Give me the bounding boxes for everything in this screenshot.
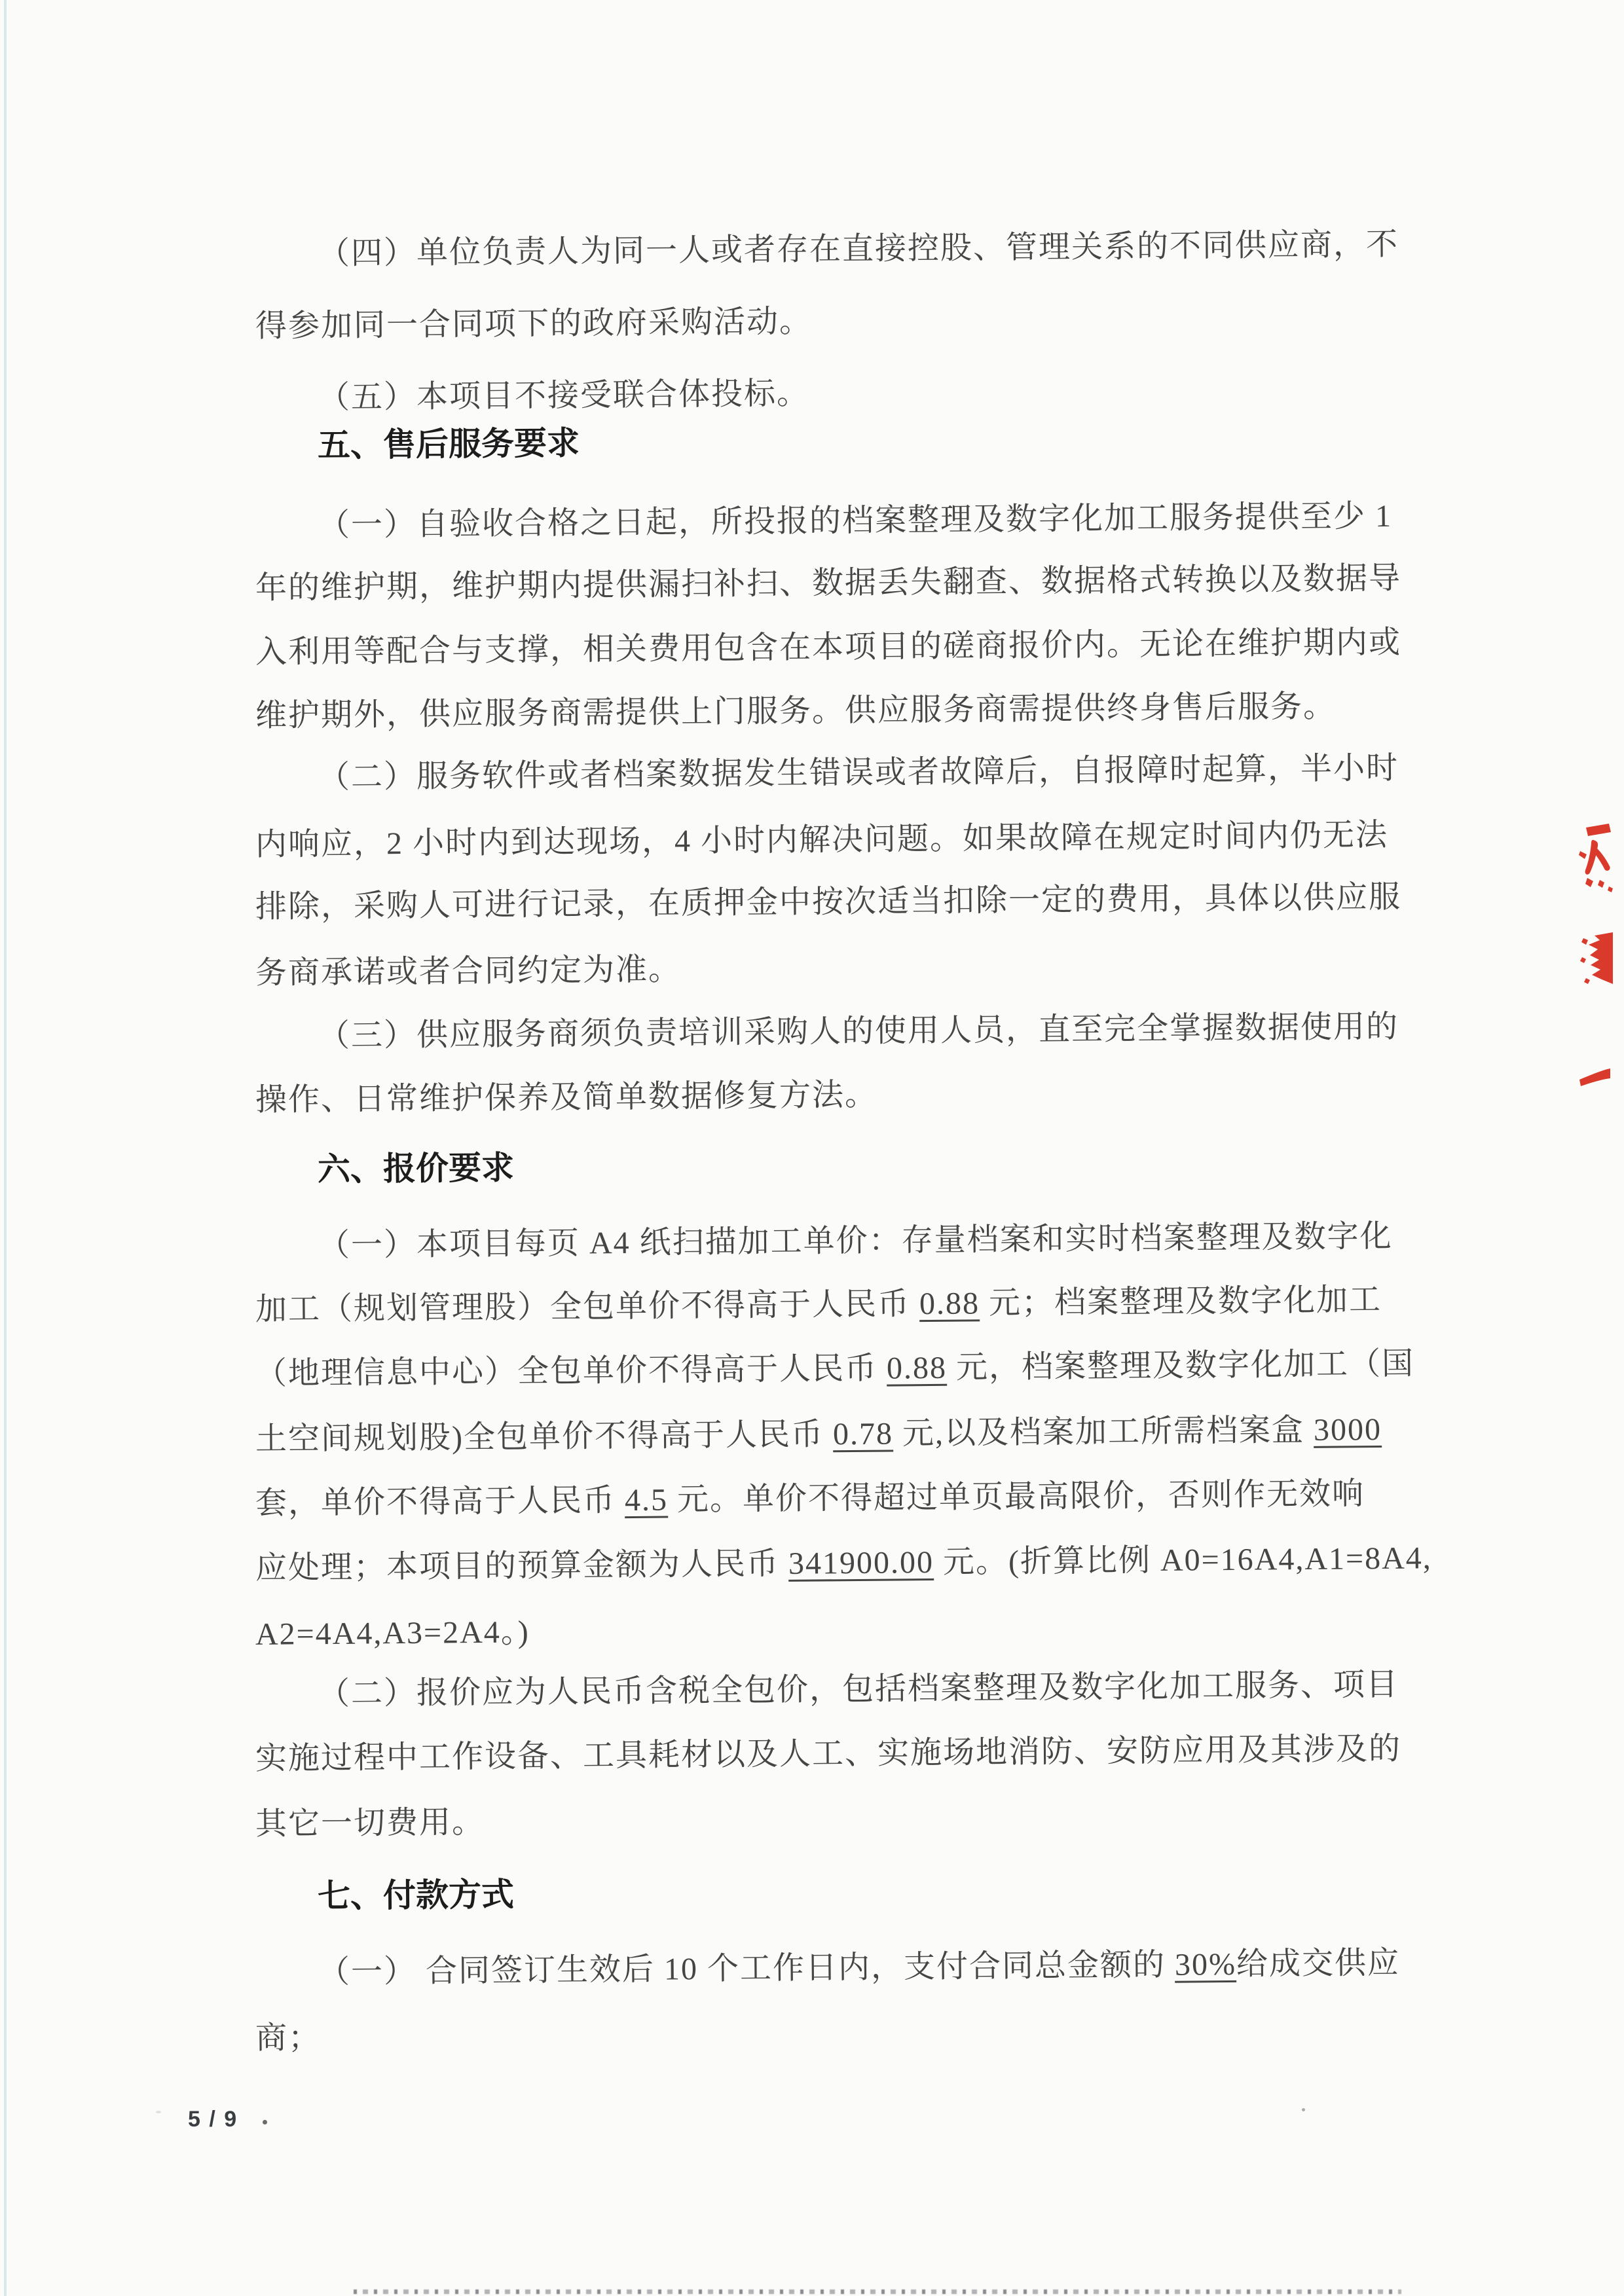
stamp-stroke xyxy=(1585,878,1593,887)
text-line: 操作、日常维护保养及简单数据修复方法。 xyxy=(255,1077,878,1118)
stamp-speck xyxy=(1580,957,1586,963)
text-line: （一）本项目每页 A4 纸扫描加工单价：存量档案和实时档案整理及数字化 xyxy=(318,1218,1393,1264)
stamp-stroke xyxy=(1585,840,1598,875)
text-line: 套，单价不得高于人民币 4.5 元。单价不得超过单页最高限价，否则作无效响 xyxy=(255,1476,1365,1521)
scan-speck xyxy=(1302,2108,1305,2111)
text-line: 商； xyxy=(255,2020,322,2056)
text-line: 实施过程中工作设备、工具耗材以及人工、实施场地消防、安防应用及其涉及的 xyxy=(255,1731,1402,1776)
text-line: 入利用等配合与支撑，相关费用包含在本项目的磋商报价内。无论在维护期内或 xyxy=(255,625,1402,670)
text-line: （二）报价应为人民币含税全包价，包括档案整理及数字化加工服务、项目 xyxy=(318,1667,1399,1712)
text-line: 维护期外，供应服务商需提供上门服务。供应服务商需提供终身售后服务。 xyxy=(255,689,1337,733)
stamp-blob xyxy=(1589,932,1613,984)
text-line: 其它一切费用。 xyxy=(255,1804,485,1842)
text-line: 加工（规划管理股）全包单价不得高于人民币 0.88 元；档案整理及数字化加工 xyxy=(255,1282,1382,1327)
scan-speck xyxy=(263,2120,267,2124)
text-line: A2=4A4,A3=2A4。) xyxy=(255,1614,530,1652)
text-line: 务商承诺或者合同约定为准。 xyxy=(255,952,682,991)
text-line: （一） 合同签订生效后 10 个工作日内，支付合同总金额的 30%给成交供应 xyxy=(318,1945,1401,1990)
text-line: 排除，采购人可进行记录，在质押金中按次适当扣除一定的费用，具体以供应服 xyxy=(255,879,1402,924)
text-line: 应处理；本项目的预算金额为人民币 341900.00 元。(折算比例 A0=16A4,A1=8A4, xyxy=(255,1540,1432,1586)
stamp-stroke xyxy=(1593,848,1610,871)
stamp-stroke xyxy=(1608,886,1613,892)
page-number: 5 / 9 xyxy=(188,2107,238,2132)
text-line: （二）服务软件或者档案数据发生错误或者故障后，自报障时起算，半小时 xyxy=(318,750,1399,795)
stamp-speck xyxy=(1581,938,1588,945)
section-heading-6: 六、报价要求 xyxy=(317,1149,515,1188)
text-line: 内响应，2 小时内到达现场，4 小时内解决问题。如果故障在规定时间内仍无法 xyxy=(255,817,1389,862)
section-heading-7: 七、付款方式 xyxy=(317,1876,515,1915)
text-line: 得参加同一合同项下的政府采购活动。 xyxy=(255,304,813,344)
text-line: 年的维护期，维护期内提供漏扫补扫、数据丢失翻查、数据格式转换以及数据导 xyxy=(255,560,1402,606)
stamp-stroke xyxy=(1598,880,1604,888)
text-line: （四）单位负责人为同一人或者存在直接控股、管理关系的不同供应商，不 xyxy=(318,227,1399,272)
stamp-stroke xyxy=(1579,851,1587,859)
stamp-stroke xyxy=(1586,824,1611,836)
text-line: （地理信息中心）全包单价不得高于人民币 0.88 元，档案整理及数字化加工（国 xyxy=(255,1346,1415,1391)
text-line: （一）自验收合格之日起，所投报的档案整理及数字化加工服务提供至少 1 xyxy=(318,498,1393,543)
section-heading-5: 五、售后服务要求 xyxy=(317,424,580,464)
text-line: （三）供应服务商须负责培训采购人的使用人员，直至完全掌握数据使用的 xyxy=(318,1009,1399,1054)
scan-edge-artifact xyxy=(4,0,7,2296)
scan-speck xyxy=(156,2111,161,2113)
red-stamp-fragment xyxy=(1568,818,1624,1093)
text-line: 土空间规划股)全包单价不得高于人民币 0.78 元,以及档案加工所需档案盒 3000 xyxy=(255,1412,1382,1457)
scan-noise-artifact xyxy=(354,2289,1401,2294)
stamp-speck xyxy=(1584,978,1590,984)
stamp-stroke xyxy=(1579,1068,1610,1086)
text-line: （五）本项目不接受联合体投标。 xyxy=(318,376,810,416)
